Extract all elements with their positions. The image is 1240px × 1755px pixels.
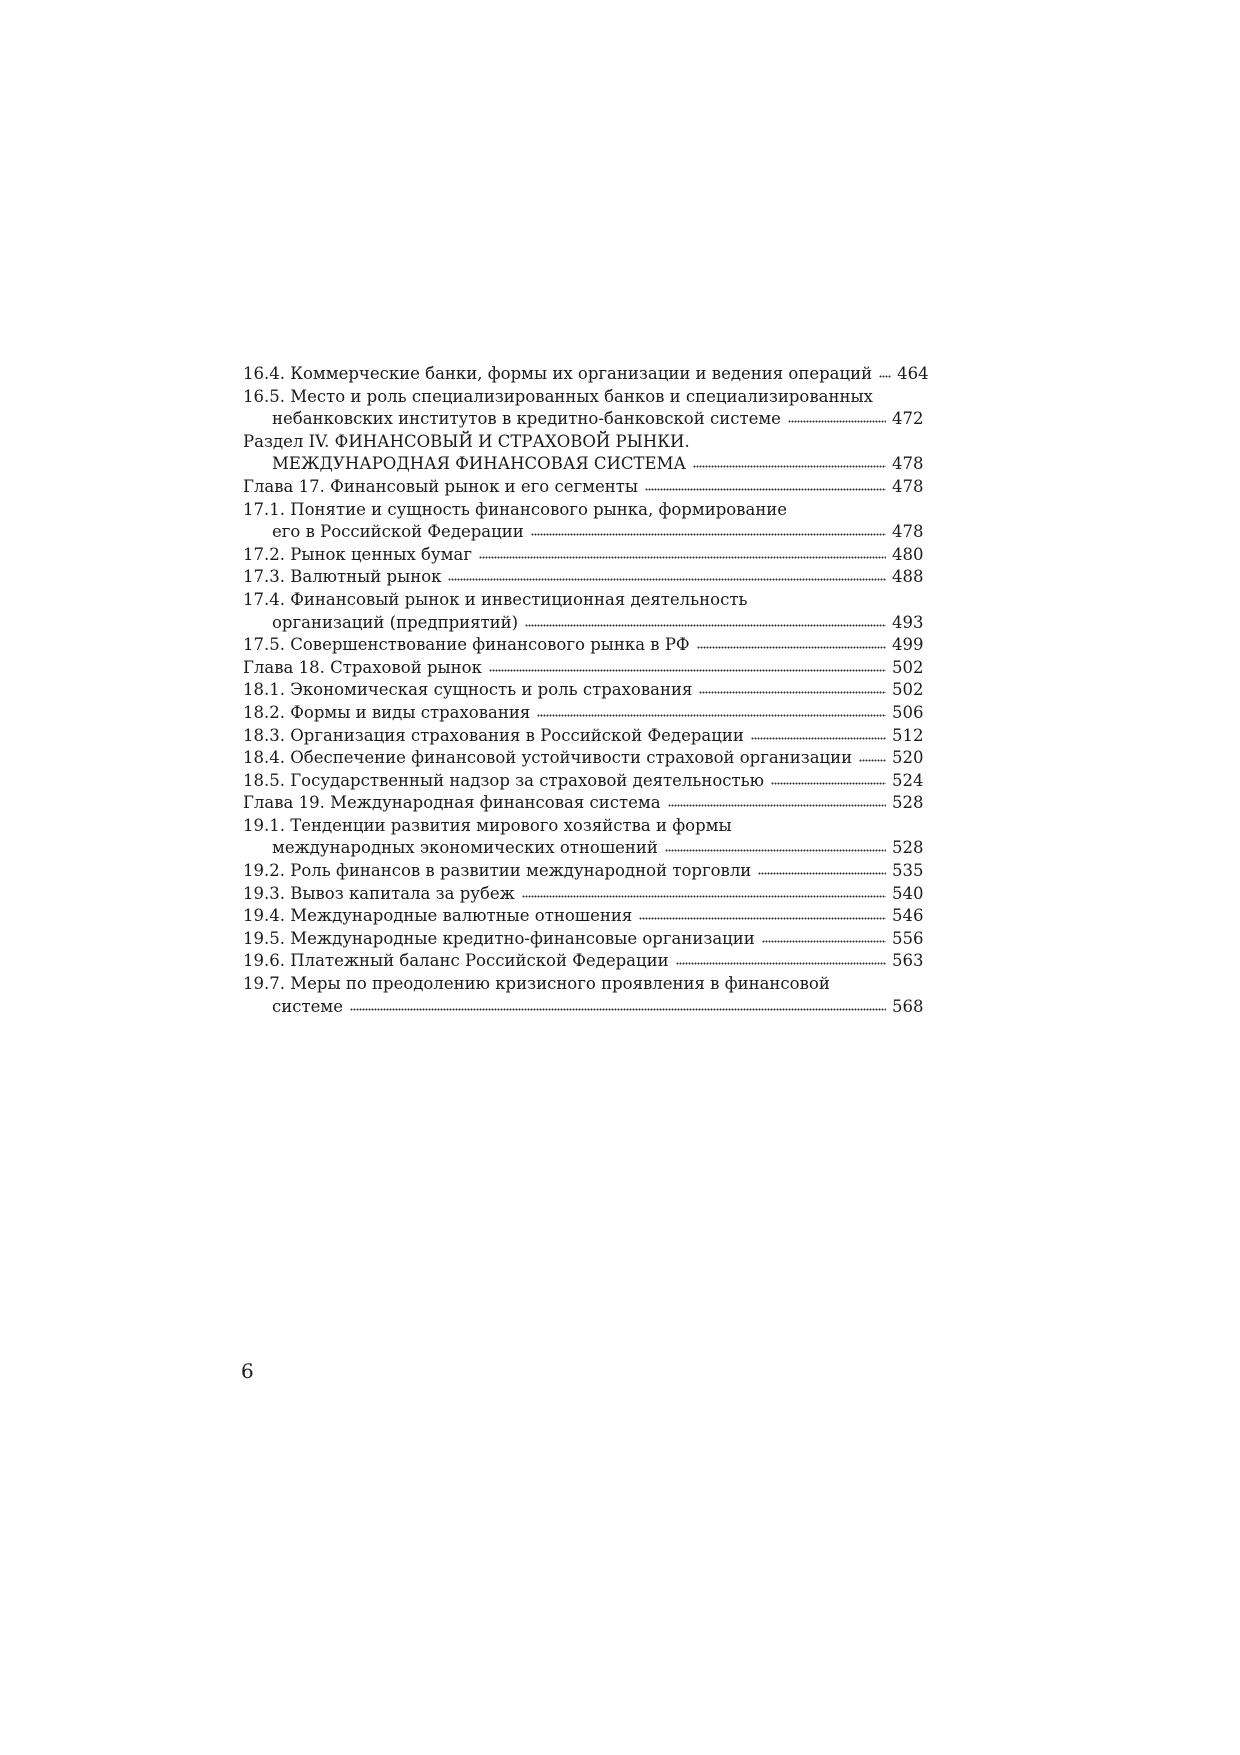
toc-entry	[243, 566, 924, 589]
toc-entry-title: 18.2. Формы и виды страхования	[243, 702, 531, 722]
toc-entry	[243, 363, 929, 386]
toc-entry-line	[243, 431, 920, 454]
toc-entry-title: Глава 17. Финансовый рынок и его сегменты	[243, 476, 638, 496]
toc-entry-title: Глава 19. Международная финансовая система	[243, 793, 661, 813]
toc-entry	[243, 950, 924, 973]
toc-entry-page: 540	[892, 883, 924, 903]
toc-entry	[243, 544, 924, 567]
toc-entry-line	[243, 499, 920, 522]
toc-entry-title: 17.1. Понятие и сущность финансового рынка, формирование	[243, 499, 788, 519]
toc-entry-line	[243, 815, 920, 838]
toc-entry-title: 19.1. Тенденции развития мирового хозяйства и формы	[243, 815, 732, 835]
toc-entry-page: 493	[892, 612, 924, 632]
toc-entry-line	[243, 973, 920, 996]
toc-entry	[243, 973, 924, 1018]
toc-entry-page: 528	[892, 838, 924, 858]
toc-entry-title: 18.5. Государственный надзор за страховой деятельностью	[243, 770, 765, 790]
toc-entry-title: его в Российской Федерации	[272, 522, 524, 542]
toc-entry-page: 528	[892, 793, 924, 813]
toc-entry-line	[243, 408, 924, 431]
toc-entry-title: 18.1. Экономическая сущность и роль страхования	[243, 680, 693, 700]
toc-entry-title: небанковских институтов в кредитно-банковской системе	[272, 409, 781, 429]
toc-entry-line	[243, 476, 924, 499]
dot-leader	[645, 487, 886, 491]
dot-leader	[479, 555, 886, 559]
toc-entry-title: 18.3. Организация страхования в Российской Федерации	[243, 725, 744, 745]
toc-entry-line	[243, 544, 924, 567]
dot-leader	[668, 803, 886, 807]
toc-entry-title: 17.3. Валютный рынок	[243, 567, 442, 587]
toc-entry-page: 499	[892, 635, 924, 655]
dot-leader	[350, 1007, 886, 1011]
toc-entry-line	[243, 589, 920, 612]
dot-leader	[489, 668, 886, 672]
toc-entry-title: 17.2. Рынок ценных бумаг	[243, 544, 472, 564]
toc-entry-line	[243, 792, 924, 815]
toc-entry-line	[243, 950, 924, 973]
toc-entry-page: 478	[892, 476, 924, 496]
toc-entry-title: 19.2. Роль финансов в развитии международной торговли	[243, 861, 752, 881]
toc-entry-title: 19.7. Меры по преодолению кризисного проявления в финансовой	[243, 974, 830, 994]
toc-entry-page: 535	[892, 861, 924, 881]
dot-leader	[525, 623, 886, 627]
dot-leader	[751, 736, 886, 740]
toc-entry	[243, 702, 924, 725]
toc-entry-page: 512	[892, 725, 924, 745]
toc-entry-title: 17.4. Финансовый рынок и инвестиционная деятельность	[243, 589, 748, 609]
toc-entry	[243, 883, 924, 906]
toc-entry-title: Раздел IV. ФИНАНСОВЫЙ И СТРАХОВОЙ РЫНКИ.	[243, 431, 690, 451]
dot-leader	[522, 894, 886, 898]
toc-entry	[243, 860, 924, 883]
dot-leader	[762, 939, 886, 943]
toc-entry-title: 19.3. Вывоз капитала за рубеж	[243, 883, 515, 903]
toc-entry-title: МЕЖДУНАРОДНАЯ ФИНАНСОВАЯ СИСТЕМА	[272, 454, 686, 474]
toc-entry-title: 16.4. Коммерческие банки, формы их организации и ведения операций	[243, 364, 873, 383]
toc-entry-title: 17.5. Совершенствование финансового рынка в РФ	[243, 635, 690, 655]
dot-leader	[771, 781, 886, 785]
toc-entry	[243, 905, 924, 928]
dot-leader	[693, 464, 886, 468]
toc-entry	[243, 657, 924, 680]
table-of-contents	[243, 363, 929, 1018]
toc-entry	[243, 770, 924, 793]
toc-entry	[243, 634, 924, 657]
toc-entry-title: 18.4. Обеспечение финансовой устойчивости страховой организации	[243, 748, 853, 768]
toc-entry-page: 520	[892, 748, 924, 768]
toc-entry-page: 546	[892, 906, 924, 926]
toc-entry-title: системе	[272, 996, 343, 1016]
page-number: 6	[241, 1359, 254, 1383]
toc-entry	[243, 747, 924, 770]
dot-leader	[788, 419, 886, 423]
toc-entry-page: 478	[892, 454, 924, 474]
dot-leader	[448, 577, 886, 581]
dot-leader	[537, 713, 886, 717]
toc-entry	[243, 589, 924, 634]
toc-entry-page: 480	[892, 544, 924, 564]
toc-entry	[243, 476, 924, 499]
dot-leader	[879, 374, 891, 378]
toc-entry-page: 502	[892, 657, 924, 677]
toc-entry-page: 472	[892, 409, 924, 429]
toc-entry-page: 502	[892, 680, 924, 700]
toc-entry-page: 488	[892, 567, 924, 587]
dot-leader	[859, 758, 886, 762]
toc-entry-line	[243, 996, 924, 1019]
toc-entry-line	[243, 770, 924, 793]
dot-leader	[676, 961, 886, 965]
toc-entry	[243, 815, 924, 860]
toc-entry	[243, 725, 924, 748]
toc-entry-line	[243, 566, 924, 589]
toc-entry-line	[243, 883, 924, 906]
dot-leader	[531, 532, 886, 536]
toc-entry-line	[243, 634, 924, 657]
toc-entry-title: организаций (предприятий)	[272, 612, 519, 632]
dot-leader	[758, 871, 886, 875]
toc-entry-line	[243, 612, 924, 635]
toc-entry-line	[243, 837, 924, 860]
toc-entry-title: международных экономических отношений	[272, 838, 658, 858]
toc-entry-line	[243, 860, 924, 883]
toc-entry-title: 19.4. Международные валютные отношения	[243, 906, 633, 926]
dot-leader	[697, 645, 886, 649]
dot-leader	[639, 916, 886, 920]
toc-entry	[243, 386, 924, 431]
toc-entry-title: Глава 18. Страховой рынок	[243, 657, 482, 677]
toc-entry-line	[243, 386, 920, 409]
toc-entry-line	[243, 521, 924, 544]
toc-entry-line	[243, 702, 924, 725]
toc-entry-title: 16.5. Место и роль специализированных банков и специализированных	[243, 386, 873, 406]
toc-entry	[243, 431, 924, 476]
toc-entry	[243, 928, 924, 951]
toc-entry-page: 556	[892, 928, 924, 948]
toc-entry-title: 19.6. Платежный баланс Российской Федерации	[243, 951, 669, 971]
toc-entry-line	[243, 453, 924, 476]
toc-entry-line	[243, 725, 924, 748]
toc-entry-page: 568	[892, 996, 924, 1016]
toc-entry-line	[243, 679, 924, 702]
toc-entry	[243, 499, 924, 544]
toc-entry-line	[243, 363, 929, 386]
toc-entry-line	[243, 928, 924, 951]
toc-entry-page: 563	[892, 951, 924, 971]
toc-entry-title: 19.5. Международные кредитно-финансовые организации	[243, 928, 755, 948]
toc-entry-page: 478	[892, 522, 924, 542]
toc-entry-page: 464	[897, 364, 929, 383]
dot-leader	[665, 848, 886, 852]
toc-entry	[243, 679, 924, 702]
toc-entry-line	[243, 905, 924, 928]
toc-entry-page: 524	[892, 770, 924, 790]
toc-entry-page: 506	[892, 702, 924, 722]
toc-entry-line	[243, 657, 924, 680]
toc-entry	[243, 792, 924, 815]
dot-leader	[699, 690, 886, 694]
toc-entry-line	[243, 747, 924, 770]
